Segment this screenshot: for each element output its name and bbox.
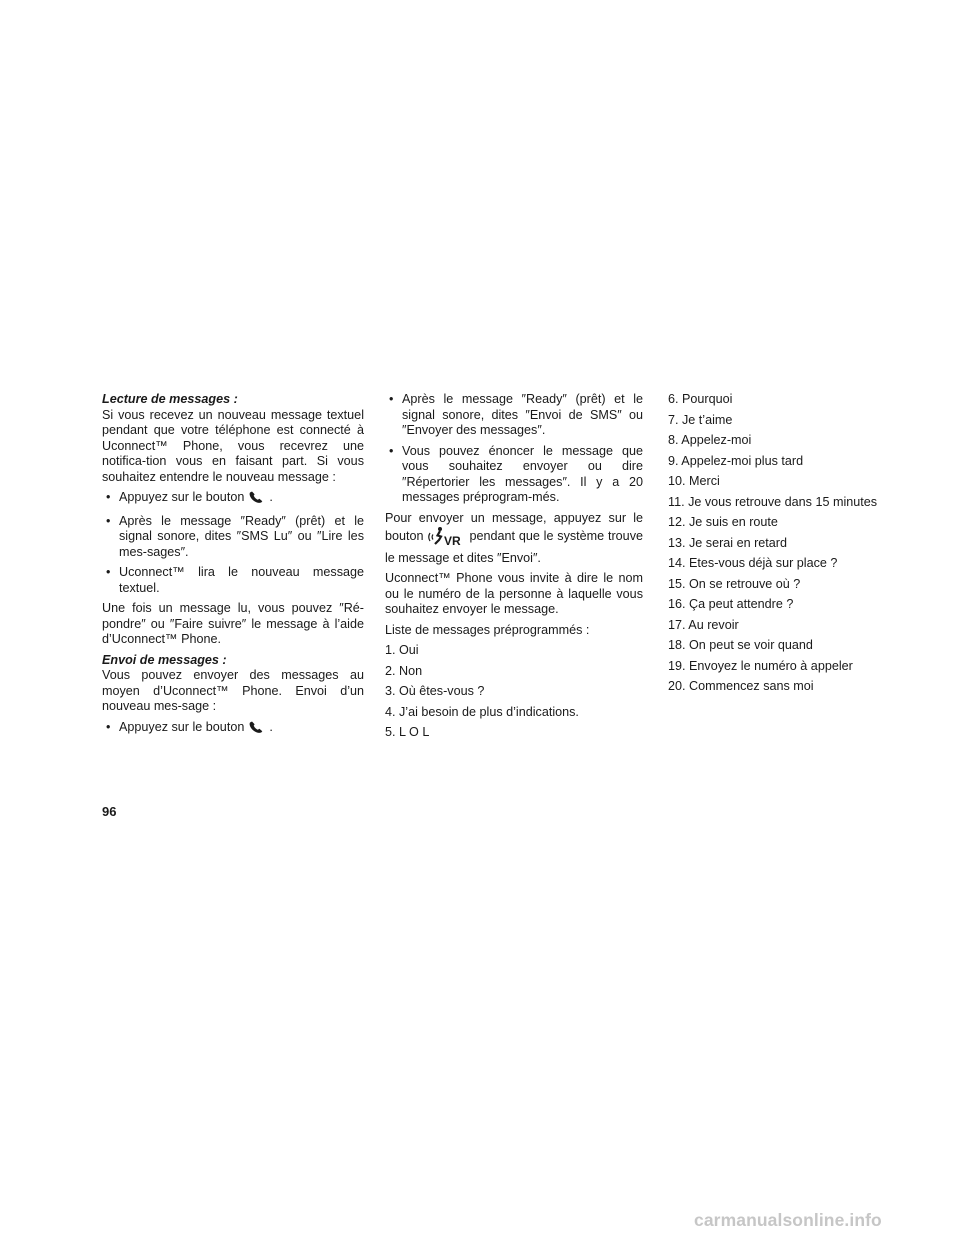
list-item: 3. Où êtes-vous ?	[385, 684, 485, 698]
paragraph-text: pendant que le système trouve le message et dites ″Envoi″.	[385, 529, 643, 565]
bullet-dot: •	[389, 392, 394, 406]
paragraph: Une fois un message lu, vous pouvez ″Ré-pondre″ ou ″Faire suivre″ le message à l’aide d’Uconnect™ Phone.	[102, 601, 364, 646]
list-item: 6. Pourquoi	[668, 392, 733, 406]
list-item: 2. Non	[385, 663, 423, 678]
list-item-text: Uconnect™ lira le nouveau message textuel.	[119, 565, 364, 595]
list-item: 20. Commencez sans moi	[668, 679, 814, 693]
list-item-text: Appuyez sur le bouton	[119, 490, 245, 504]
column-middle	[385, 392, 643, 746]
phone-icon	[248, 721, 264, 739]
list-item: 4. J’ai besoin de plus d’indications.	[385, 704, 579, 719]
list-item: 15. On se retrouve où ?	[668, 576, 801, 591]
list-item-text: Après le message ″Ready″ (prêt) et le signal sonore, dites ″Envoi de SMS″ ou ″Envoyer des messages″.	[402, 392, 643, 437]
list-item: 16. Ça peut attendre ?	[668, 597, 794, 611]
list-item	[385, 444, 643, 506]
bullet-dot: •	[106, 719, 111, 734]
list-item: 19. Envoyez le numéro à appeler	[668, 658, 853, 673]
list-item: 10. Merci	[668, 474, 720, 488]
list-item: 14. Etes-vous déjà sur place ?	[668, 556, 838, 570]
paragraph	[385, 511, 643, 567]
page-number: 96	[102, 804, 117, 819]
list-item	[102, 720, 364, 739]
paragraph: Uconnect™ Phone vous invite à dire le nom ou le numéro de la personne à laquelle vous souhaitez envoyer le message.	[385, 571, 643, 616]
section-heading-sending: Envoi de messages :	[102, 652, 227, 667]
list-item: 1. Oui	[385, 643, 419, 657]
column-left	[102, 392, 364, 743]
vr-label: VR	[443, 534, 461, 546]
bullet-dot: •	[106, 513, 111, 528]
watermark: carmanualsonline.info	[694, 1210, 882, 1230]
list-item	[385, 392, 643, 439]
list-item: 5. L O L	[385, 725, 430, 739]
list-item: 18. On peut se voir quand	[668, 638, 813, 652]
list-item: 11. Je vous retrouve dans 15 minutes	[668, 494, 878, 509]
section-heading-reading: Lecture de messages :	[102, 392, 238, 406]
list-item: 9. Appelez-moi plus tard	[668, 453, 804, 468]
paragraph: Liste de messages préprogrammés :	[385, 622, 590, 637]
list-item: 17. Au revoir	[668, 617, 739, 632]
phone-icon	[248, 491, 264, 509]
paragraph: Vous pouvez envoyer des messages au moyen d’Uconnect™ Phone. Envoi d’un nouveau mes-sage :	[102, 668, 364, 713]
list-item-text: Appuyez sur le bouton	[119, 719, 245, 734]
list-item-text: Vous pouvez énoncer le message que vous souhaitez envoyer ou dire ″Répertorier les messages″. Il y a 20 messages préprogram-més.	[402, 443, 643, 504]
list-item-text: Après le message ″Ready″ (prêt) et le signal sonore, dites ″SMS Lu″ ou ″Lire les mes-sages″.	[119, 513, 364, 559]
paragraph-text: Pour envoyer un message, appuyez sur le bouton	[385, 510, 643, 543]
paragraph: Si vous recevez un nouveau message textuel pendant que votre téléphone est connecté à Uconnect™ Phone, vous recevrez une notifica-tion vous en faisant part. Si vous souhaitez entendre le nouveau message :	[102, 407, 364, 484]
period: .	[269, 719, 273, 734]
bullet-dot: •	[389, 443, 394, 458]
period: .	[269, 490, 273, 504]
list-item: 8. Appelez-moi	[668, 433, 752, 447]
voice-command-icon	[427, 526, 465, 551]
list-item: 12. Je suis en route	[668, 515, 778, 529]
list-item	[102, 490, 364, 509]
bullet-dot: •	[106, 565, 111, 579]
list-item	[102, 514, 364, 561]
column-right	[668, 392, 918, 700]
list-item: 13. Je serai en retard	[668, 535, 788, 550]
list-item: 7. Je t’aime	[668, 412, 733, 427]
bullet-dot: •	[106, 490, 111, 504]
list-item	[102, 565, 364, 596]
